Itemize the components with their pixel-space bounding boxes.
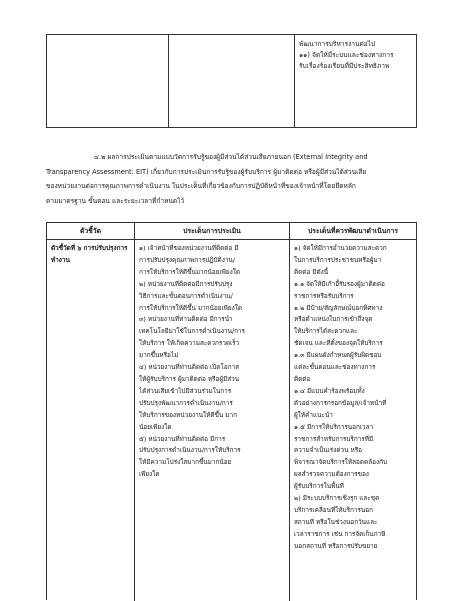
table-text-line: ชัดเจน และที่ตั้งของจุดให้บริการ (294, 339, 383, 348)
table-text-line: เพียงใด (139, 470, 160, 479)
paragraph-line: Transparency Assessment: EIT) เกี่ยวกับการประเมินการรับรู้ของผู้รับบริการ ผู้มาติดต่อ หรือผู้มีส่วนได้ส่วนเสีย (46, 167, 367, 176)
improvement-cell (290, 240, 416, 601)
table-text-line: ๒) มีระบบบริการเชิงรุก และชุด (294, 494, 380, 503)
table-text-line: พัฒนาการบริหารงานต่อไป (299, 40, 376, 48)
header-assessment-issue: ประเด็นการประเมิน (135, 223, 290, 239)
table-text-line: ตัวอย่างการกรอกข้อมูล/เจ้าหน้าที่ (294, 398, 387, 407)
table-text-line: รับเรื่องร้องเรียนที่มีประสิทธิภาพ (299, 62, 390, 70)
table-text-line: ทำงาน (51, 255, 70, 264)
table-body-row (47, 240, 416, 601)
table-text-line: แต่ละขั้นตอนและช่องทางการ (294, 363, 376, 372)
table-text-line: ปรับปรุงพัฒนาการดำเนินงาน/การ (139, 398, 233, 407)
table-text-line: เทคโนโลยีมาใช้ในการดำเนินงาน/การ (139, 327, 245, 336)
paragraph-line: ๔.๒ ผลการประเมินตามแบบวัดการรับรู้ของผู้มีส่วนได้ส่วนเสียภายนอก (External Integrity and (94, 153, 368, 161)
table-text-line: ๑.๒ มีป้าย/สัญลักษณ์บอกทิศทาง (294, 303, 383, 312)
table-text-line: ในการบริการประชาชนหรือผู้มา (294, 255, 382, 264)
table-text-line: ให้บริการ ให้เกิดความสะดวกรวดเร็ว (139, 339, 240, 348)
table-text-line: ผู้รับบริการในพื้นที่ (294, 482, 344, 491)
table-text-line: ๒) หน่วยงานที่ติดต่อมีการปรับปรุง (139, 279, 233, 288)
table-text-line: หรือตำแหน่งในการเข้าถึงจุด (294, 315, 373, 324)
table-text-line: ๔) หน่วยงานที่ท่านติดต่อ เปิดโอกาส (139, 363, 240, 372)
table-text-line: ปรับปรุงการดำเนินงาน/การให้บริการ (139, 446, 241, 455)
indicator-cell (47, 240, 135, 601)
table-text-line: ได้ส่วนเสียเข้าไปมีส่วนร่วมในการ (139, 386, 232, 395)
table-text-line: ให้บริการได้สะดวกและ (294, 327, 358, 336)
table-text-line: ตัวชี้วัดที่ ๖ การปรับปรุงการ (51, 244, 128, 252)
table-text-line: ราชการหรือรับบริการ (294, 291, 354, 300)
paragraph-line: ของหน่วยงานต่อการคุณภาพการดำเนินงาน ในประเด็นที่เกี่ยวข้องกับการปฏิบัติหน้าที่ของเจ้าหน้าที่โดยยึดหลัก (46, 182, 356, 190)
continuation-cell-improvement (295, 35, 416, 127)
table-text-line: ๑.๑ จัดให้มีเก้าอี้รับรองผู้มาติดต่อ (294, 279, 385, 288)
table-text-line: การปรับปรุงคุณภาพการปฏิบัติงาน/ (139, 255, 235, 264)
table-text-line: การให้บริการให้ดีขึ้น มากน้อยเพียงใด (139, 303, 243, 312)
table-text-line: ๑.๕ มีการให้บริการนอกเวลา (294, 422, 374, 431)
table-text-line: ๑) เจ้าหน้าที่ของหน่วยงานที่ติดต่อ มี (139, 244, 239, 252)
table-text-line: ติดต่อ มีดังนี้ (294, 267, 329, 276)
table-text-line: ให้บริการของหน่วยงานให้ดีขึ้น มาก (139, 410, 237, 419)
table-text-line: วิธีการและขั้นตอนการดำเนินงาน/ (139, 291, 233, 300)
assessment-table (46, 222, 417, 600)
paragraph-line: ตามมาตรฐาน ขั้นตอน และระยะเวลาที่กำหนดไว้ (46, 196, 185, 205)
section-paragraph (46, 150, 421, 208)
table-text-line: ๓) หน่วยงานที่ท่านติดต่อ มีการนำ (139, 315, 233, 324)
continuation-cell-indicator (47, 35, 169, 127)
table-text-line: มากขึ้นหรือไม่ (139, 351, 179, 360)
table-text-line: ๑) จัดให้มีการอำนวยความสะดวก (294, 244, 387, 252)
table-header-row (47, 223, 416, 240)
table-text-line: ๕) หน่วยงานที่ท่านติดต่อ มีการ (139, 434, 226, 443)
table-text-line: ความจำเป็นเร่งด่วน หรือ (294, 446, 362, 455)
table-text-line: นอกสถานที่ หรือการปรับขยาย (294, 541, 378, 550)
header-indicator: ตัวชี้วัด (47, 223, 135, 239)
table-text-line: เวลาราชการ เช่น การจัดเก็บภาษี (294, 529, 386, 538)
table-text-line: การให้บริการให้ดีขึ้นมากน้อยเพียงใด (139, 267, 240, 276)
table-text-line: ๑.๔ มีแบบคำร้องพร้อมทั้ง (294, 386, 365, 395)
header-improvement: ประเด็นที่ควรพัฒนาดำเนินการ (307, 227, 398, 235)
table-text-line: ผู้ให้คำแนะนำ (294, 410, 333, 419)
table-text-line: พิจารณาจัดบริการให้สอดคล้องกับ (294, 458, 388, 467)
continuation-table (46, 34, 417, 128)
table-text-line: บริการเคลื่อนที่ให้บริการนอก (294, 505, 373, 514)
table-text-line: ราชการสำหรับการบริการที่มี (294, 434, 374, 443)
table-text-line: น้อยเพียงใด (139, 422, 172, 431)
table-text-line: ให้ผู้รับบริการ ผู้มาติดต่อ หรือผู้มีส่วน (139, 374, 240, 383)
table-text-line: ผลสำรวจความต้องการของ (294, 470, 369, 479)
continuation-cell-issue (169, 35, 295, 127)
table-text-line: ติดต่อ (294, 374, 311, 383)
table-text-line: สถานที่ หรือในช่วงนอกวันและ (294, 517, 378, 526)
table-text-line: ๑.๓ มีแผนผังกำหนดผู้รับผิดชอบ (294, 351, 382, 360)
table-text-line: ๑๑) จัดให้มีระบบและช่องทางการ (299, 51, 394, 59)
table-text-line: ให้มีความโปร่งใสมากขึ้นมากน้อย (139, 458, 232, 467)
assessment-issue-cell (135, 240, 290, 601)
